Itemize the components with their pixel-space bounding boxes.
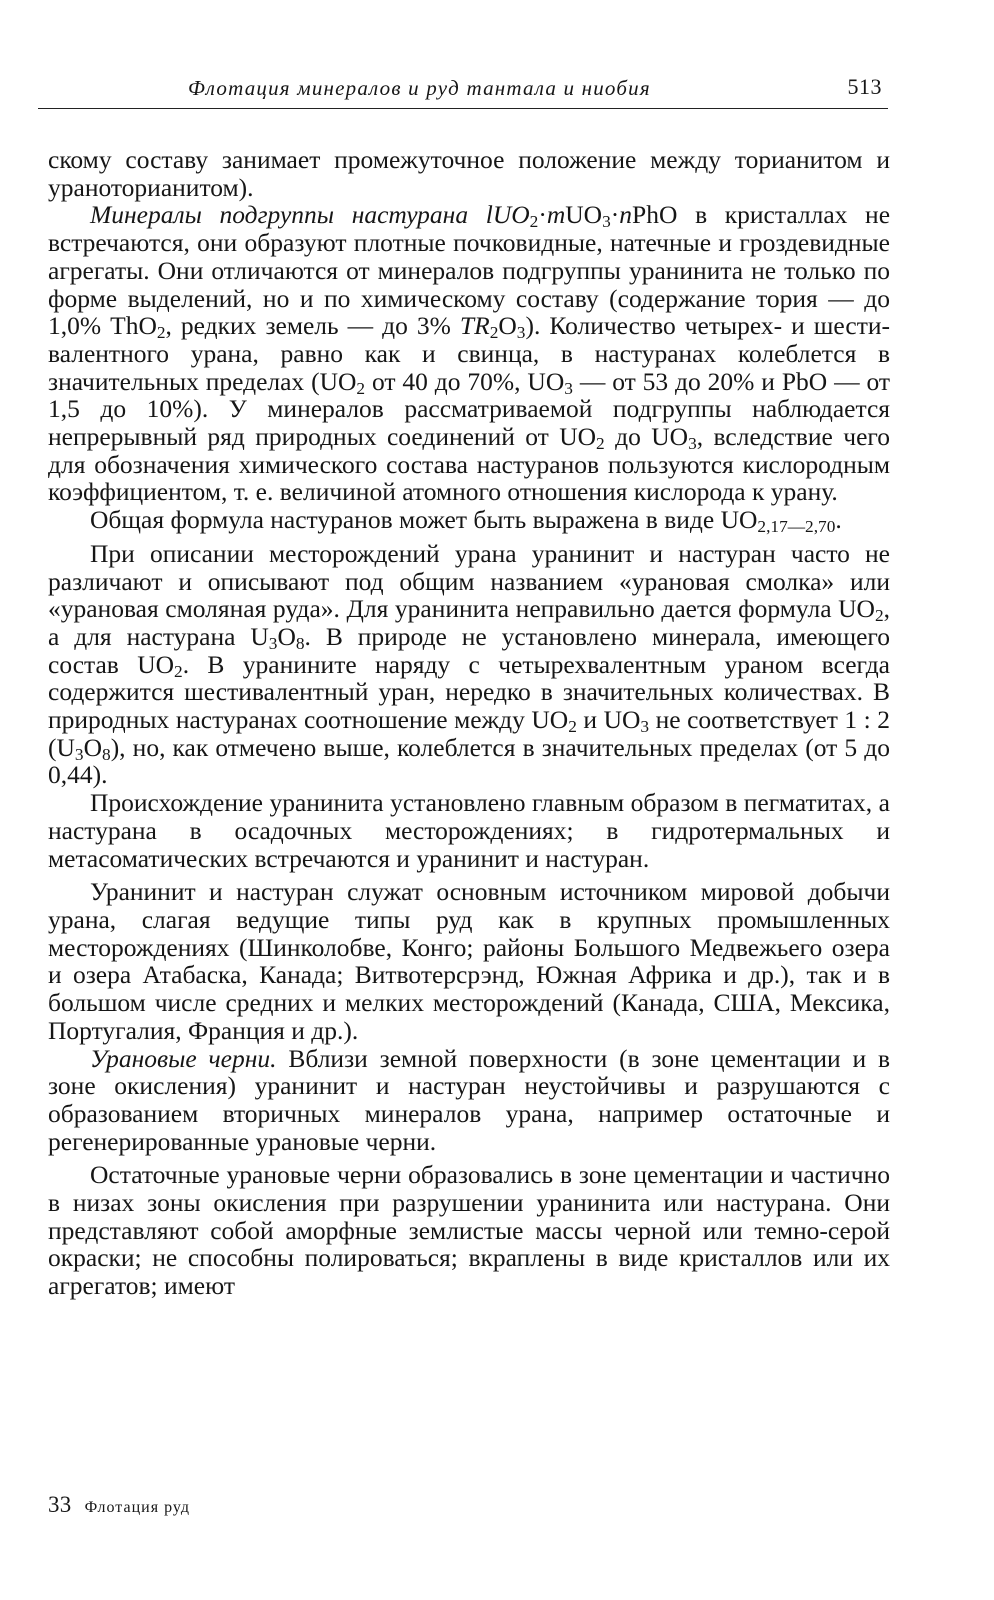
paragraph-5: Происхождение уранинита установлено главным образом в пегматитах, а настурана в осадочных месторождениях; в гидротермальных и метасоматических встречаются и уранинит и настуран. <box>48 788 890 873</box>
running-header <box>38 74 888 109</box>
section-lead-uranium-blacks: Урановые черни. <box>90 1043 277 1073</box>
paragraph-6: Уранинит и настуран служат основным источником мировой добычи урана, слагая ведущие типы руд как в крупных промышленных месторождениях (Шинколобве, Конго; районы Большого Медвежьего озера и озера Атабаска, Канада; Витвотерсрэнд, Южная Африка и др.), так и в большом числе средних и мелких месторождений (Канада, США, Мексика, Португалия, Франция и др.). <box>48 877 890 1045</box>
paragraph-3: Общая формула настуранов может быть выражена в виде $UO_{2,17—2,70}$. <box>90 505 842 536</box>
signature-number: 33 <box>48 1492 72 1517</box>
running-title: Флотация минералов и руд тантала и ниобия <box>188 76 651 100</box>
signature-title: Флотация руд <box>84 1499 190 1516</box>
signature-footer <box>48 1492 190 1518</box>
paragraph-2: Минералы подгруппы настурана lUO$_2$·mUO$_3$·nPhO в кристаллах не встречаются, они образуют плотные почковидные, натечные и гроздевидные агрегаты. Они отличаются от минералов подгруппы уранинита не только по форме выделений, но и по химическому составу (содержание тория — до 1,0% ThO$_2$, редких земель — до 3% $TR_2O_3$). Количество четырех- и шестивалентного урана, равно как и свинца, в настуранах колеблется в значительных пределах ($UO_2$ от 40 до 70%, $UO_3$ — от 53 до 20% и PbO — от 1,5 до 10%). У минералов рассматриваемой подгруппы наблюдается непрерывный ряд природных соединений от $UO_2$ до $UO_3$, вследствие чего для обозначения химического состава настуранов пользуются кислородным коэффициентом, т. е. величиной атомного отношения кислорода к урану. <box>48 200 891 507</box>
section-lead-nasturan: Минералы подгруппы настурана <box>90 200 469 230</box>
page-number: 513 <box>847 74 882 99</box>
body-text <box>48 146 890 1300</box>
paragraph-8: Остаточные урановые черни образовались в зоне цементации и частично в низах зоны окисления при разрушении уранинита или настурана. Они представляют собой аморфные землистые массы черной или темно-серой окраски; не способны полироваться; вкраплены в виде кристаллов или их агрегатов; имеют <box>48 1160 890 1301</box>
paragraph-1: скому составу занимает промежуточное положение между торианитом и ураноторианитом). <box>48 145 890 202</box>
paragraph-4: При описании месторождений урана уранинит и настуран часто не различают и описывают под общим названием «урановая смолка» или «урановая смоляная руда». Для уранинита неправильно дается формула $UO_2$, а для настурана $U_3O_8$. В природе не установлено минерала, имеющего состав $UO_2$. В уранините наряду с четырехвалентным ураном всегда содержится шестивалентный уран, нередко в значительных количествах. В природных настуранах соотношение между $UO_2$ и $UO_3$ не соответствует 1 : 2 $(U_3O_8)$, но, как отмечено выше, колеблется в значительных пределах (от 5 до 0,44). <box>48 538 890 790</box>
paragraph-7: Урановые черни. Вблизи земной поверхности (в зоне цементации и в зоне окисления) уранинит и настуран неустойчивы и разрушаются с образованием вторичных минералов урана, например остаточные и регенерированные урановые черни. <box>48 1043 891 1156</box>
